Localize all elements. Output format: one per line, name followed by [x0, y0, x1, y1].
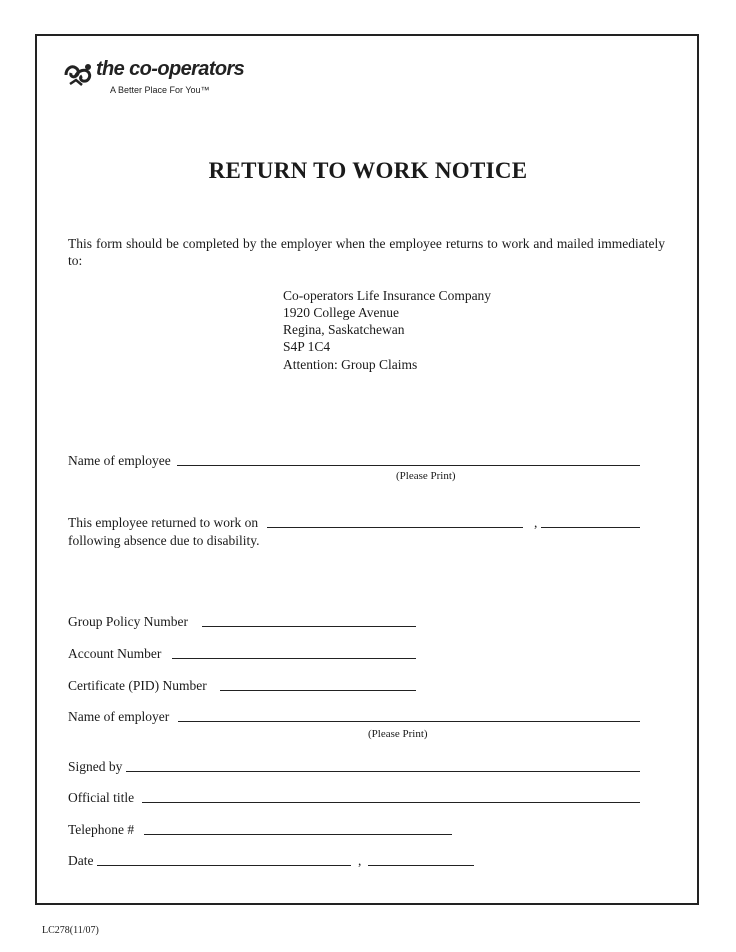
date-comma-separator: , — [358, 853, 362, 868]
logo-wordmark: the co-operators — [96, 58, 245, 80]
date-field[interactable] — [97, 865, 351, 866]
return-date-field[interactable] — [267, 527, 523, 528]
group-policy-field[interactable] — [202, 626, 416, 627]
official-title-field[interactable] — [142, 802, 640, 803]
employee-name-label: Name of employee — [68, 453, 171, 468]
please-print-note-2: (Please Print) — [368, 728, 428, 740]
intro-paragraph: This form should be completed by the employer when the employee returns to work and mailed immediately to: — [68, 236, 665, 268]
company-logo — [62, 58, 262, 98]
date-year-field[interactable] — [368, 865, 474, 866]
form-code: LC278(11/07) — [42, 925, 99, 936]
address-line-5: Attention: Group Claims — [283, 357, 418, 372]
comma-separator: , — [534, 515, 538, 530]
please-print-note: (Please Print) — [396, 470, 456, 482]
logo-tagline: A Better Place For You™ — [110, 85, 210, 95]
certificate-field[interactable] — [220, 690, 416, 691]
telephone-label: Telephone # — [68, 822, 135, 837]
address-line-4: S4P 1C4 — [283, 339, 331, 354]
absence-text: following absence due to disability. — [68, 533, 260, 548]
account-number-field[interactable] — [172, 658, 416, 659]
certificate-label: Certificate (PID) Number — [68, 678, 207, 693]
return-year-field[interactable] — [541, 527, 640, 528]
employee-name-field[interactable] — [177, 465, 640, 466]
official-title-label: Official title — [68, 790, 135, 805]
employer-name-label: Name of employer — [68, 709, 170, 724]
page-title: RETURN TO WORK NOTICE — [208, 158, 528, 183]
co-operators-logo-icon — [62, 60, 96, 90]
returned-to-work-label: This employee returned to work on — [68, 515, 259, 530]
telephone-field[interactable] — [144, 834, 452, 835]
signed-by-field[interactable] — [126, 771, 640, 772]
address-line-2: 1920 College Avenue — [283, 305, 399, 320]
employer-name-field[interactable] — [178, 721, 640, 722]
date-label: Date — [68, 853, 94, 868]
address-line-3: Regina, Saskatchewan — [283, 322, 405, 337]
signed-by-label: Signed by — [68, 759, 123, 774]
group-policy-label: Group Policy Number — [68, 614, 188, 629]
account-number-label: Account Number — [68, 646, 162, 661]
address-line-1: Co-operators Life Insurance Company — [283, 288, 492, 303]
